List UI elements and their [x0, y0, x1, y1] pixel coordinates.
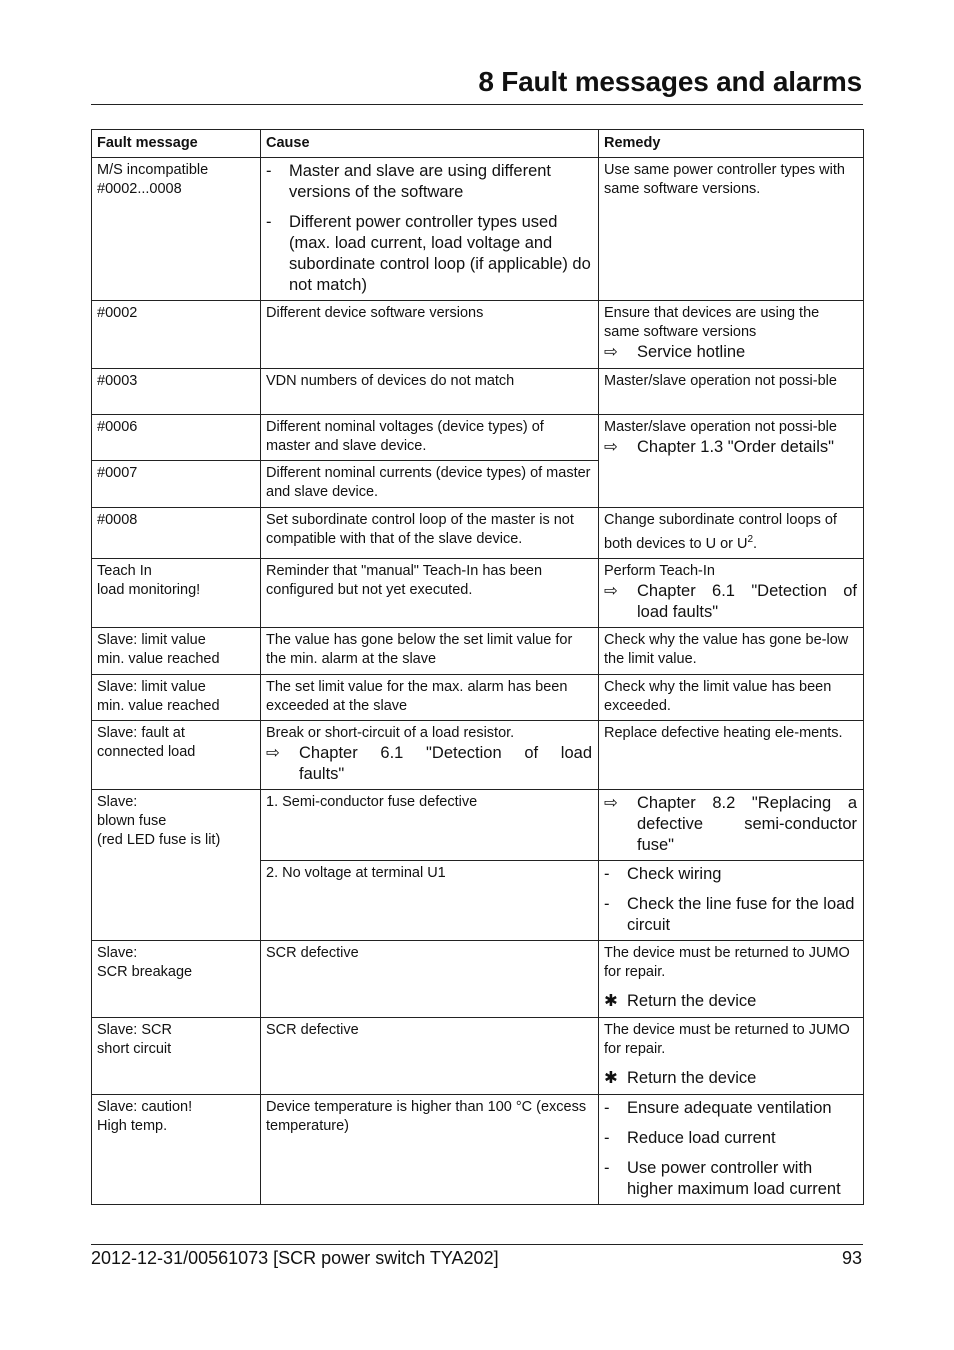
dash-bullet: -	[604, 894, 610, 913]
remedy-cell	[599, 158, 864, 301]
cause-cell	[261, 461, 599, 508]
fault-text: Slave: caution!	[97, 1098, 193, 1115]
cross-reference[interactable]	[266, 743, 592, 785]
arrow-right-icon: ⇨	[604, 581, 618, 600]
reference-text: faults"	[299, 764, 345, 783]
fault-text: connected load	[97, 743, 196, 760]
fault-text: #0002...0008	[97, 181, 182, 197]
remedy-cell	[599, 674, 864, 720]
column-header-fault: Fault message	[92, 130, 261, 158]
reference-text: Chapter 6.1 "Detection of	[637, 581, 857, 600]
fault-text: High temp.	[97, 1117, 168, 1134]
reference-text: defective semi-conductor	[637, 814, 857, 833]
cause-text: Different power controller types used (max. load current, load voltage and subordinate control loop (if applicable) do not match)	[289, 213, 591, 294]
fault-cell	[92, 508, 261, 559]
fault-text: (red LED fuse is lit)	[97, 831, 221, 848]
remedy-cell	[599, 940, 864, 1017]
arrow-right-icon: ⇨	[266, 743, 280, 762]
remedy-cell	[599, 369, 864, 415]
fault-text: load monitoring!	[97, 581, 201, 598]
remedy-text: Check wiring	[627, 864, 722, 883]
cause-cell	[261, 415, 599, 461]
fault-text: #0008	[97, 512, 138, 528]
cause-cell	[261, 720, 599, 789]
cause-cell	[261, 508, 599, 559]
cause-cell	[261, 940, 599, 1017]
remedy-cell	[599, 627, 864, 674]
reference-text: Chapter 1.3 "Order details"	[637, 438, 834, 456]
cause-text: SCR defective	[266, 1021, 359, 1038]
remedy-text: Perform Teach-In	[604, 562, 715, 579]
action-item	[604, 1068, 857, 1089]
fault-text: Slave:	[97, 793, 138, 810]
cross-reference[interactable]	[604, 437, 857, 458]
remedy-text: Ensure that devices are using the same software versions	[604, 305, 820, 340]
fault-cell	[92, 720, 261, 789]
remedy-text: The device must be returned to JUMO for repair.	[604, 944, 850, 980]
fault-text: Teach In	[97, 562, 152, 579]
cause-cell	[261, 627, 599, 674]
cross-reference[interactable]	[604, 793, 857, 856]
fault-table	[91, 129, 864, 1205]
cause-text: 2. No voltage at terminal U1	[266, 864, 446, 881]
table-header-row	[92, 130, 864, 158]
column-header-remedy: Remedy	[599, 130, 864, 158]
reference-text: Chapter 6.1 "Detection of load	[299, 743, 592, 762]
cause-text: Device temperature is higher than 100 °C (excess temperature)	[266, 1098, 587, 1134]
remedy-cell	[599, 558, 864, 627]
remedy-text: Master/slave operation not possi-ble	[604, 419, 837, 435]
cause-text: VDN numbers of devices do not match	[266, 373, 515, 389]
asterisk-icon: ✱	[604, 991, 618, 1010]
fault-text: #0007	[97, 465, 138, 481]
table-row	[92, 627, 864, 674]
list-item	[604, 1098, 857, 1119]
arrow-right-icon: ⇨	[604, 343, 618, 361]
fault-text: #0003	[97, 373, 138, 389]
cause-text: Different nominal voltages (device types) of master and slave device.	[266, 419, 544, 454]
fault-cell	[92, 674, 261, 720]
fault-cell	[92, 369, 261, 415]
remedy-text: Check why the limit value has been exceeded.	[604, 678, 832, 714]
cause-text: Master and slave are using different versions of the software	[289, 162, 552, 201]
fault-cell	[92, 940, 261, 1017]
page-number: 93	[841, 1248, 862, 1268]
fault-text: Slave: limit value	[97, 678, 206, 695]
dash-bullet: -	[266, 213, 272, 231]
table-row	[92, 720, 864, 789]
table-row	[92, 158, 864, 301]
fault-text: #0006	[97, 419, 138, 435]
cause-text: 1. Semi-conductor fuse defective	[266, 793, 478, 810]
remedy-cell	[599, 1094, 864, 1204]
fault-cell	[92, 1094, 261, 1204]
cause-text: Set subordinate control loop of the master is not compatible with that of the slave device.	[266, 512, 574, 547]
table-row	[92, 558, 864, 627]
action-text: Return the device	[627, 1068, 757, 1087]
table-row	[92, 1094, 864, 1204]
fault-text: min. value reached	[97, 650, 220, 667]
remedy-text: The device must be returned to JUMO for repair.	[604, 1021, 850, 1057]
cause-cell	[261, 558, 599, 627]
table-row	[92, 674, 864, 720]
fault-text: Slave: limit value	[97, 631, 206, 648]
remedy-text: Use power controller with higher maximum load current	[627, 1158, 841, 1198]
table-row	[92, 301, 864, 369]
remedy-text: Check the line fuse for the load circuit	[627, 894, 855, 934]
reference-text: Service hotline	[637, 343, 746, 361]
cause-text: Break or short-circuit of a load resistor.	[266, 724, 515, 741]
fault-cell	[92, 158, 261, 301]
fault-cell	[92, 627, 261, 674]
cause-text: Different nominal currents (device types) of master and slave device.	[266, 465, 591, 500]
dash-bullet: -	[604, 864, 610, 883]
fault-cell	[92, 301, 261, 369]
fault-text: M/S incompatible	[97, 162, 209, 178]
list-item	[266, 212, 592, 296]
cause-text: The value has gone below the set limit value for the min. alarm at the slave	[266, 631, 573, 667]
table-row	[92, 369, 864, 415]
table-row	[92, 508, 864, 559]
cause-cell	[261, 158, 599, 301]
fault-text: Slave: fault at	[97, 724, 185, 741]
fault-cell	[92, 461, 261, 508]
cause-cell	[261, 674, 599, 720]
cause-text: Reminder that "manual" Teach-In has been configured but not yet executed.	[266, 562, 543, 598]
list-item	[604, 864, 857, 885]
arrow-right-icon: ⇨	[604, 438, 618, 456]
remedy-text-end: .	[753, 535, 758, 552]
cause-cell	[261, 860, 599, 940]
table-row	[92, 1017, 864, 1094]
fault-text: Slave:	[97, 944, 138, 961]
remedy-text: Check why the value has gone be-low the limit value.	[604, 631, 849, 667]
remedy-cell	[599, 508, 864, 559]
asterisk-icon: ✱	[604, 1068, 618, 1087]
cause-text: Different device software versions	[266, 305, 484, 321]
fault-text: Slave: SCR	[97, 1021, 172, 1038]
cause-cell	[261, 1017, 599, 1094]
remedy-text: Replace defective heating ele-ments.	[604, 724, 843, 741]
list-item	[604, 1158, 857, 1200]
list-item	[604, 894, 857, 936]
arrow-right-icon: ⇨	[604, 793, 618, 812]
fault-text: blown fuse	[97, 812, 167, 829]
fault-text: short circuit	[97, 1040, 172, 1057]
remedy-text-main: Change subordinate control loops of both devices to U or U	[604, 512, 837, 552]
fault-text: min. value reached	[97, 697, 220, 714]
remedy-text: Ensure adequate ventilation	[627, 1098, 832, 1117]
cause-cell	[261, 789, 599, 860]
table-row	[92, 940, 864, 1017]
cause-cell	[261, 369, 599, 415]
remedy-text: Use same power controller types with same software versions.	[604, 162, 845, 197]
action-text: Return the device	[627, 991, 757, 1010]
fault-cell	[92, 789, 261, 940]
dash-bullet: -	[266, 162, 272, 180]
cause-cell	[261, 1094, 599, 1204]
remedy-text	[604, 511, 857, 554]
reference-text: Chapter 8.2 "Replacing a	[637, 793, 857, 812]
table-row	[92, 415, 864, 461]
remedy-cell	[599, 415, 864, 508]
cause-text: SCR defective	[266, 944, 359, 961]
list-item	[266, 161, 592, 203]
dash-bullet: -	[604, 1128, 610, 1147]
footer-rule	[91, 1244, 863, 1245]
remedy-text: Master/slave operation not possi-ble	[604, 373, 837, 389]
fault-text: SCR breakage	[97, 963, 193, 980]
column-header-cause: Cause	[261, 130, 599, 158]
title-rule	[91, 104, 863, 105]
fault-text: #0002	[97, 305, 138, 321]
table-row	[92, 789, 864, 860]
cause-cell	[261, 301, 599, 369]
reference-text: load faults"	[637, 602, 719, 621]
superscript: 2	[747, 534, 754, 545]
chapter-title: 8 Fault messages and alarms	[478, 66, 862, 97]
remedy-cell	[599, 301, 864, 369]
remedy-cell	[599, 1017, 864, 1094]
fault-cell	[92, 415, 261, 461]
reference-text: fuse"	[637, 835, 675, 854]
document-reference: 2012-12-31/00561073 [SCR power switch TYA202]	[91, 1248, 499, 1268]
cross-reference[interactable]	[604, 342, 857, 363]
remedy-cell	[599, 789, 864, 860]
fault-cell	[92, 558, 261, 627]
cause-text: The set limit value for the max. alarm has been exceeded at the slave	[266, 678, 568, 714]
dash-bullet: -	[604, 1158, 610, 1177]
fault-cell	[92, 1017, 261, 1094]
list-item	[604, 1128, 857, 1149]
action-item	[604, 991, 857, 1012]
dash-bullet: -	[604, 1098, 610, 1117]
remedy-cell	[599, 860, 864, 940]
remedy-cell	[599, 720, 864, 789]
cross-reference[interactable]	[604, 581, 857, 623]
remedy-text: Reduce load current	[627, 1128, 776, 1147]
